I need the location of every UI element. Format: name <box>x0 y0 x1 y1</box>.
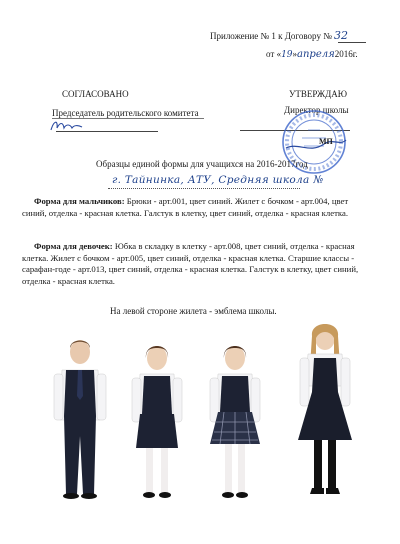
boy-uniform-photo <box>50 336 110 502</box>
contract-number-underline <box>338 42 366 43</box>
date-prefix: от « <box>266 49 282 59</box>
right-approval-title: УТВЕРЖДАЮ <box>289 89 348 99</box>
date-line <box>266 48 396 61</box>
parent-committee-signature <box>48 116 88 136</box>
emblem-note: На левой стороне жилета - эмблема школы. <box>110 306 277 316</box>
boys-text: Брюки - арт.001, цвет синий. Жилет с бочком - арт.004, цвет синий, отделка - красная клетка. Галстук в клетку, цвет синий, отделка - красная клетка. <box>22 196 349 218</box>
left-signature-line <box>56 131 158 132</box>
date-month: апреля <box>297 49 335 60</box>
appendix-line <box>210 30 390 42</box>
document-title: Образцы единой формы для учащихся на 2016-2017год <box>96 159 308 169</box>
date-year: 2016г. <box>334 49 358 59</box>
contract-number: 32 <box>334 29 349 42</box>
girls-uniform-paragraph <box>22 241 366 287</box>
date-day: 19 <box>281 50 293 60</box>
school-name-handwritten: г. Тайнинка, АТУ, Средняя школа № <box>112 174 324 186</box>
left-approval-role: Председатель родительского комитета <box>52 108 199 118</box>
boys-uniform-paragraph <box>22 196 366 219</box>
girls-text: Юбка в складку в клетку - арт.008, цвет синий, отделка - красная клетка. Жилет с бочком - арт.005, цвет синий, отделка - красная клетка. Старшие классы - сарафан-годе - арт.013, цвет синий, отделка - красная клетка. Галстук в клетку, цвет синий, отделка - красная клетка. <box>22 241 359 286</box>
girl-sarafan-photo <box>292 322 358 500</box>
left-approval-title: СОГЛАСОВАНО <box>62 89 129 99</box>
boys-label: Форма для мальчиков: <box>34 196 125 206</box>
school-name-underline <box>108 188 300 189</box>
girls-label: Форма для девочек: <box>34 241 113 251</box>
date-mid: » <box>292 49 298 59</box>
appendix-text: Приложение № 1 к Договору № <box>210 31 332 41</box>
girl-skirt-vest-photo <box>128 342 186 502</box>
stamp-mp-label: МП <box>319 137 333 146</box>
girl-plaid-skirt-photo <box>204 342 266 502</box>
right-approval-role: Директор школы <box>284 105 349 115</box>
